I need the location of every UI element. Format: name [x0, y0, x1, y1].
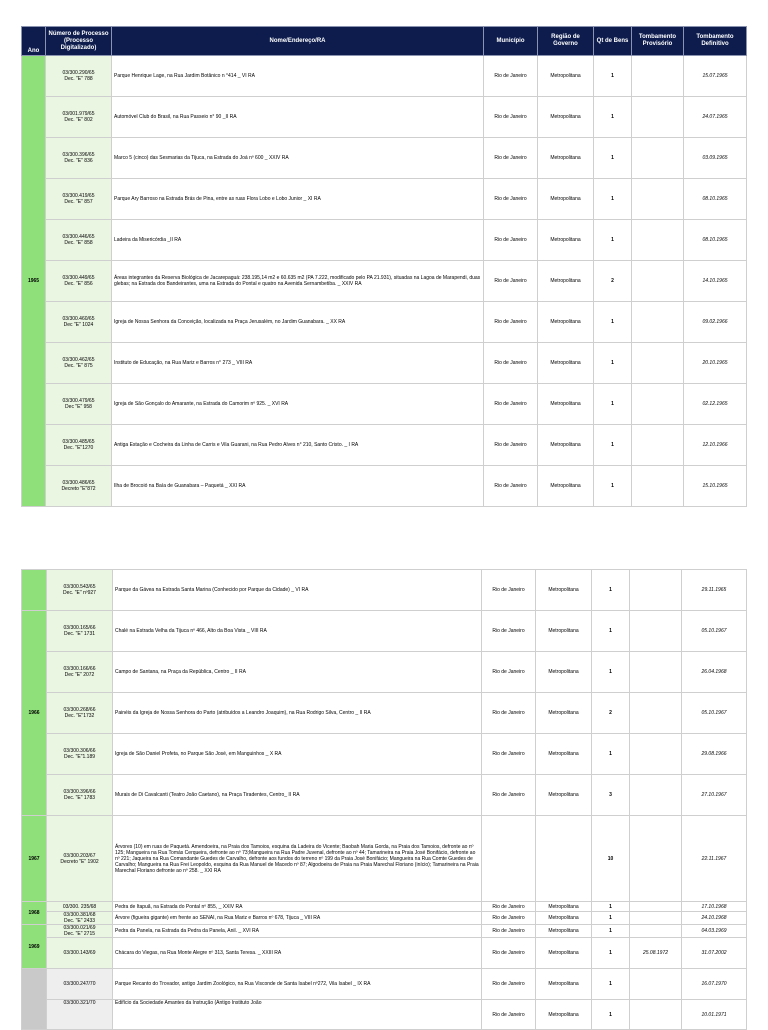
process-cell: 03/300.396/65 Dec. "E" 836: [46, 138, 112, 179]
municipio-cell: Rio de Janeiro: [482, 925, 536, 938]
table-row: [22, 343, 747, 384]
provisorio-cell: [630, 1000, 682, 1030]
process-cell: 03/300.460/65 Dec "E" 1024: [46, 302, 112, 343]
regiao-cell: Metropolitana: [538, 384, 594, 425]
name-cell: Instituto de Educação, na Rua Mariz e Barros n° 273 _ VIII RA: [112, 343, 484, 384]
provisorio-cell: [632, 220, 684, 261]
year-cell: 1966: [22, 611, 47, 816]
name-cell: Chalé na Estrada Velha da Tijuca nº 466, Alto da Boa Vista _ VIII RA: [113, 611, 482, 652]
name-cell: Parque Recanto do Trovador, antigo Jardim Zoológico, na Rua Visconde de Santa Isabel nº272, Vila Isabel _ IX RA: [113, 969, 482, 1000]
process-cell: 03/300.203/67 Decreto "E" 1902: [47, 816, 113, 902]
name-cell: Murais de Di Cavalcanti (Teatro João Caetano), na Praça Tiradentes, Centro_ II RA: [113, 775, 482, 816]
provisorio-cell: [632, 56, 684, 97]
municipio-cell: Rio de Janeiro: [482, 734, 536, 775]
table-row: [22, 902, 747, 912]
process-cell: 03/300.165/66 Dec. "E" 1731: [47, 611, 113, 652]
municipio-cell: Rio de Janeiro: [482, 693, 536, 734]
definitivo-cell: 22.11.1967: [682, 816, 747, 902]
header-municipio: Município: [484, 27, 538, 56]
provisorio-cell: [632, 343, 684, 384]
provisorio-cell: [632, 138, 684, 179]
process-cell: 03/300.419/65 Dec. "E" 857: [46, 179, 112, 220]
definitivo-cell: 31.07.2002: [682, 938, 747, 969]
heritage-table-1965: [21, 26, 747, 507]
table-row: [22, 97, 747, 138]
municipio-cell: Rio de Janeiro: [482, 912, 536, 925]
qt-cell: 1: [592, 652, 630, 693]
regiao-cell: [536, 816, 592, 902]
process-cell: 03/300.449/65 Dec. "E" 856: [46, 261, 112, 302]
regiao-cell: Metropolitana: [536, 912, 592, 925]
process-cell: 03/300.479/65 Dec "E" 958: [46, 384, 112, 425]
municipio-cell: Rio de Janeiro: [482, 611, 536, 652]
municipio-cell: Rio de Janeiro: [484, 261, 538, 302]
municipio-cell: Rio de Janeiro: [484, 302, 538, 343]
provisorio-cell: [632, 302, 684, 343]
definitivo-cell: 03.09.1965: [684, 138, 747, 179]
process-cell: 03/300.485/65 Dec. "E"1270: [46, 425, 112, 466]
provisorio-cell: [632, 179, 684, 220]
definitivo-cell: 08.10.1965: [684, 179, 747, 220]
municipio-cell: Rio de Janeiro: [482, 1000, 536, 1030]
municipio-cell: [482, 816, 536, 902]
regiao-cell: Metropolitana: [538, 97, 594, 138]
qt-cell: 1: [594, 302, 632, 343]
process-cell: 03/300.321/70: [47, 1000, 113, 1030]
table-row: [22, 425, 747, 466]
municipio-cell: Rio de Janeiro: [482, 775, 536, 816]
qt-cell: 1: [592, 912, 630, 925]
qt-cell: 1: [594, 220, 632, 261]
table-row: [22, 302, 747, 343]
provisorio-cell: [630, 925, 682, 938]
year-cell: 1967: [22, 816, 47, 902]
table-row: [22, 611, 747, 652]
municipio-cell: Rio de Janeiro: [484, 56, 538, 97]
process-cell: 03/300.543/65 Dec. "E" nº927: [47, 570, 113, 611]
provisorio-cell: [632, 425, 684, 466]
provisorio-cell: [630, 652, 682, 693]
process-cell: 03/001.979/65 Dec. "E" 802: [46, 97, 112, 138]
qt-cell: 1: [592, 969, 630, 1000]
provisorio-cell: [632, 261, 684, 302]
name-cell: Ilha de Brocoió na Baía de Guanabara – Paquetá _ XXI RA: [112, 466, 484, 507]
regiao-cell: Metropolitana: [538, 56, 594, 97]
qt-cell: 1: [594, 466, 632, 507]
header-regiao: Região de Governo: [538, 27, 594, 56]
regiao-cell: Metropolitana: [538, 220, 594, 261]
name-cell: Árvore (figueira gigante) em frente ao SENAI, na Rua Mariz e Barros nº 678, Tijuca _ VIII RA: [113, 912, 482, 925]
definitivo-cell: 14.10.1965: [684, 261, 747, 302]
qt-cell: 10: [592, 816, 630, 902]
definitivo-cell: 26.04.1968: [682, 652, 747, 693]
regiao-cell: Metropolitana: [536, 570, 592, 611]
table-row: [22, 938, 747, 969]
regiao-cell: Metropolitana: [538, 466, 594, 507]
name-cell: Painéis da Igreja de Nossa Senhora do Parto (atribuídos a Leandro Joaquim), na Rua Rodrigo Silva, Centro _ II RA: [113, 693, 482, 734]
table-row: [22, 261, 747, 302]
name-cell: Pedra de Itapuã, na Estrada do Pontal nº 855, _ XXIV RA: [113, 902, 482, 912]
provisorio-cell: [630, 611, 682, 652]
year-cell: 1969: [22, 925, 47, 969]
regiao-cell: Metropolitana: [536, 611, 592, 652]
municipio-cell: Rio de Janeiro: [482, 969, 536, 1000]
table-row: [22, 693, 747, 734]
definitivo-cell: 17.10.1968: [682, 902, 747, 912]
definitivo-cell: 09.02.1966: [684, 302, 747, 343]
name-cell: Parque Ary Barroso na Estrada Brás de Pina, entre as ruas Flora Lobo e Lobo Junior _ XI RA: [112, 179, 484, 220]
qt-cell: 2: [592, 693, 630, 734]
table-header-row: [22, 27, 747, 56]
regiao-cell: Metropolitana: [536, 925, 592, 938]
municipio-cell: Rio de Janeiro: [482, 652, 536, 693]
qt-cell: 1: [594, 179, 632, 220]
municipio-cell: Rio de Janeiro: [482, 902, 536, 912]
municipio-cell: Rio de Janeiro: [482, 938, 536, 969]
definitivo-cell: 29.11.1965: [682, 570, 747, 611]
table-row: [22, 56, 747, 97]
regiao-cell: Metropolitana: [536, 902, 592, 912]
qt-cell: 1: [592, 925, 630, 938]
qt-cell: 1: [592, 734, 630, 775]
municipio-cell: Rio de Janeiro: [484, 179, 538, 220]
regiao-cell: Metropolitana: [536, 734, 592, 775]
heritage-table-1966-1970: [21, 569, 747, 1030]
qt-cell: 1: [594, 138, 632, 179]
regiao-cell: Metropolitana: [536, 775, 592, 816]
qt-cell: 1: [594, 384, 632, 425]
process-cell: 03/300.446/65 Dec. "E" 858: [46, 220, 112, 261]
qt-cell: 1: [592, 938, 630, 969]
provisorio-cell: [632, 466, 684, 507]
definitivo-cell: 10.01.1971: [682, 1000, 747, 1030]
qt-cell: 1: [592, 570, 630, 611]
definitivo-cell: 15.07.1965: [684, 56, 747, 97]
regiao-cell: Metropolitana: [538, 179, 594, 220]
municipio-cell: Rio de Janeiro: [484, 466, 538, 507]
table-row: [22, 384, 747, 425]
process-cell: 03/300.021/69 Dec. "E" 2715: [47, 925, 113, 938]
provisorio-cell: [630, 912, 682, 925]
definitivo-cell: 24.10.1968: [682, 912, 747, 925]
process-cell: 03/300.143/69: [47, 938, 113, 969]
provisorio-cell: [632, 97, 684, 138]
regiao-cell: Metropolitana: [538, 302, 594, 343]
name-cell: Chácara do Viegas, na Rua Monte Alegre nº 313, Santa Teresa. _ XXIII RA: [113, 938, 482, 969]
definitivo-cell: 15.10.1965: [684, 466, 747, 507]
header-provisorio: Tombamento Provisório: [632, 27, 684, 56]
qt-cell: 1: [592, 611, 630, 652]
table-row: [22, 816, 747, 902]
table-row: [22, 912, 747, 925]
qt-cell: 3: [592, 775, 630, 816]
definitivo-cell: 24.07.1965: [684, 97, 747, 138]
provisorio-cell: [630, 570, 682, 611]
provisorio-cell: [630, 693, 682, 734]
regiao-cell: Metropolitana: [538, 425, 594, 466]
regiao-cell: Metropolitana: [536, 969, 592, 1000]
process-cell: 03/300.381/68 Dec. "E" 2433: [47, 912, 113, 925]
regiao-cell: Metropolitana: [536, 693, 592, 734]
table-row: [22, 1000, 747, 1030]
qt-cell: 1: [594, 343, 632, 384]
municipio-cell: Rio de Janeiro: [484, 220, 538, 261]
qt-cell: 1: [592, 902, 630, 912]
regiao-cell: Metropolitana: [536, 938, 592, 969]
name-cell: Parque da Gávea na Estrada Santa Marina (Conhecido por Parque da Cidade) _ VI RA: [113, 570, 482, 611]
municipio-cell: Rio de Janeiro: [482, 570, 536, 611]
name-cell: Árvores (10) em ruas de Paquetá. Amendoeira, na Praia dos Tamoios, esquina da Ladeira do Vicente; Baobah Maria Gorda, na Praia dos Tamoios, defronte ao nº 125; Mangueira na Rua Tomás Cerqueira, defronte ao nº 73;Mangueira na Rua Padre Juvenal, defronte ao nº 44; Tamarineira na Praia José Bonifácio, defronte ao nº 221; Jaqueira na Rua Comandante Guedes de Carvalho, defronte aos fundos do terreno nº 199 da Praia José Bonifácio; Mangueira na Rua Comte Guedes de Carvalho; Mangueira na Rua Frei Leopoldo, esquina da Rua Manuel de Macedo nº 87; Algodoeira de Praia na Praia Marechal Floriano (início); Tamarineira na Praia Marechal Floriano defronte ao nº 258. _ XXI RA: [113, 816, 482, 902]
provisorio-cell: [630, 734, 682, 775]
definitivo-cell: 04.03.1969: [682, 925, 747, 938]
municipio-cell: Rio de Janeiro: [484, 425, 538, 466]
table-row: [22, 652, 747, 693]
definitivo-cell: 05.10.1967: [682, 693, 747, 734]
regiao-cell: Metropolitana: [536, 652, 592, 693]
qt-cell: 2: [594, 261, 632, 302]
process-cell: 03/300.247/70: [47, 969, 113, 1000]
definitivo-cell: 29.08.1966: [682, 734, 747, 775]
year-cell: 1968: [22, 902, 47, 925]
name-cell: Automóvel Club do Brasil, na Rua Passeio n° 90 _II RA: [112, 97, 484, 138]
table-row: [22, 138, 747, 179]
definitivo-cell: 08.10.1965: [684, 220, 747, 261]
process-cell: 03/300.462/65 Dec. "E" 875: [46, 343, 112, 384]
header-processo: Número de Processo (Processo Digitalizado): [46, 27, 112, 56]
municipio-cell: Rio de Janeiro: [484, 138, 538, 179]
name-cell: Igreja de São Daniel Profeta, no Parque São José, em Manguinhos _ X RA: [113, 734, 482, 775]
table-row: [22, 466, 747, 507]
name-cell: Edifício da Sociedade Amantes da Instrução (Antigo Instituto João: [113, 1000, 482, 1030]
provisorio-cell: 25.08.1972: [630, 938, 682, 969]
definitivo-cell: 27.10.1967: [682, 775, 747, 816]
process-cell: 03/300. 235/68: [47, 902, 113, 912]
name-cell: Igreja de Nossa Senhora da Conceição, localizada na Praça Jerusalém, no Jardim Guanabara. _ XX RA: [112, 302, 484, 343]
name-cell: Parque Henrique Lage, na Rua Jardim Botânico n °414 _ VI RA: [112, 56, 484, 97]
table-row: [22, 925, 747, 938]
qt-cell: 1: [594, 425, 632, 466]
year-cell-empty: [22, 570, 47, 611]
definitivo-cell: 20.10.1965: [684, 343, 747, 384]
header-nome: Nome/Endereço/RA: [112, 27, 484, 56]
table-row: [22, 775, 747, 816]
municipio-cell: Rio de Janeiro: [484, 384, 538, 425]
qt-cell: 1: [592, 1000, 630, 1030]
provisorio-cell: [630, 816, 682, 902]
regiao-cell: Metropolitana: [536, 1000, 592, 1030]
process-cell: 03/300.290/65 Dec. "E" 788: [46, 56, 112, 97]
table-row: [22, 179, 747, 220]
definitivo-cell: 02.12.1965: [684, 384, 747, 425]
name-cell: Campo de Santana, na Praça da República, Centro _ II RA: [113, 652, 482, 693]
name-cell: Áreas integrantes da Reserva Biológica de Jacarepaguá: 238.195,14 m2 e 60.635 m2 (PA 7.222, modificado pelo PA 21.931), situadas na Lagoa de Marapendi, duas glebas; na Estrada dos Bandeirantes, uma na Estrada do Pontal e quatro na Avenida Sernambetiba. _ XXIV RA: [112, 261, 484, 302]
name-cell: Ladeira da Misericórdia _II RA: [112, 220, 484, 261]
provisorio-cell: [632, 384, 684, 425]
provisorio-cell: [630, 775, 682, 816]
name-cell: Antiga Estação e Cocheira da Linha de Carris e Vila Guarani, na Rua Pedro Alves n° 210, Santo Cristo. _ I RA: [112, 425, 484, 466]
provisorio-cell: [630, 902, 682, 912]
year-cell: 1965: [22, 56, 46, 507]
regiao-cell: Metropolitana: [538, 261, 594, 302]
definitivo-cell: 12.10.1966: [684, 425, 747, 466]
process-cell: 03/300.166/66 Dec "E" 2072: [47, 652, 113, 693]
name-cell: Pedra da Panela, na Estrada da Pedra da Panela, Anil. _ XVI RA: [113, 925, 482, 938]
process-cell: 03/300.396/66 Dec. "E" 1783: [47, 775, 113, 816]
provisorio-cell: [630, 969, 682, 1000]
table-row: [22, 220, 747, 261]
year-cell-empty: [22, 969, 47, 1030]
qt-cell: 1: [594, 56, 632, 97]
definitivo-cell: 05.10.1967: [682, 611, 747, 652]
municipio-cell: Rio de Janeiro: [484, 343, 538, 384]
header-ano: Ano: [22, 27, 46, 56]
qt-cell: 1: [594, 97, 632, 138]
name-cell: Marco 5 (cinco) das Sesmarias da Tijuca, na Estrada do Joá nº 600 _ XXIV RA: [112, 138, 484, 179]
table-row: [22, 969, 747, 1000]
header-definitivo: Tombamento Definitivo: [684, 27, 747, 56]
process-cell: 03/300.306/66 Dec. "E"1.189: [47, 734, 113, 775]
name-cell: Igreja de São Gonçalo do Amarante, na Estrada do Camorim nº 925. _ XVI RA: [112, 384, 484, 425]
table-row: [22, 570, 747, 611]
table-row: [22, 734, 747, 775]
municipio-cell: Rio de Janeiro: [484, 97, 538, 138]
process-cell: 03/300.486/65 Decreto "E"872: [46, 466, 112, 507]
regiao-cell: Metropolitana: [538, 138, 594, 179]
process-cell: 03/300.268/66 Dec. "E"1732: [47, 693, 113, 734]
definitivo-cell: 16.07.1970: [682, 969, 747, 1000]
header-qt: Qt de Bens: [594, 27, 632, 56]
regiao-cell: Metropolitana: [538, 343, 594, 384]
